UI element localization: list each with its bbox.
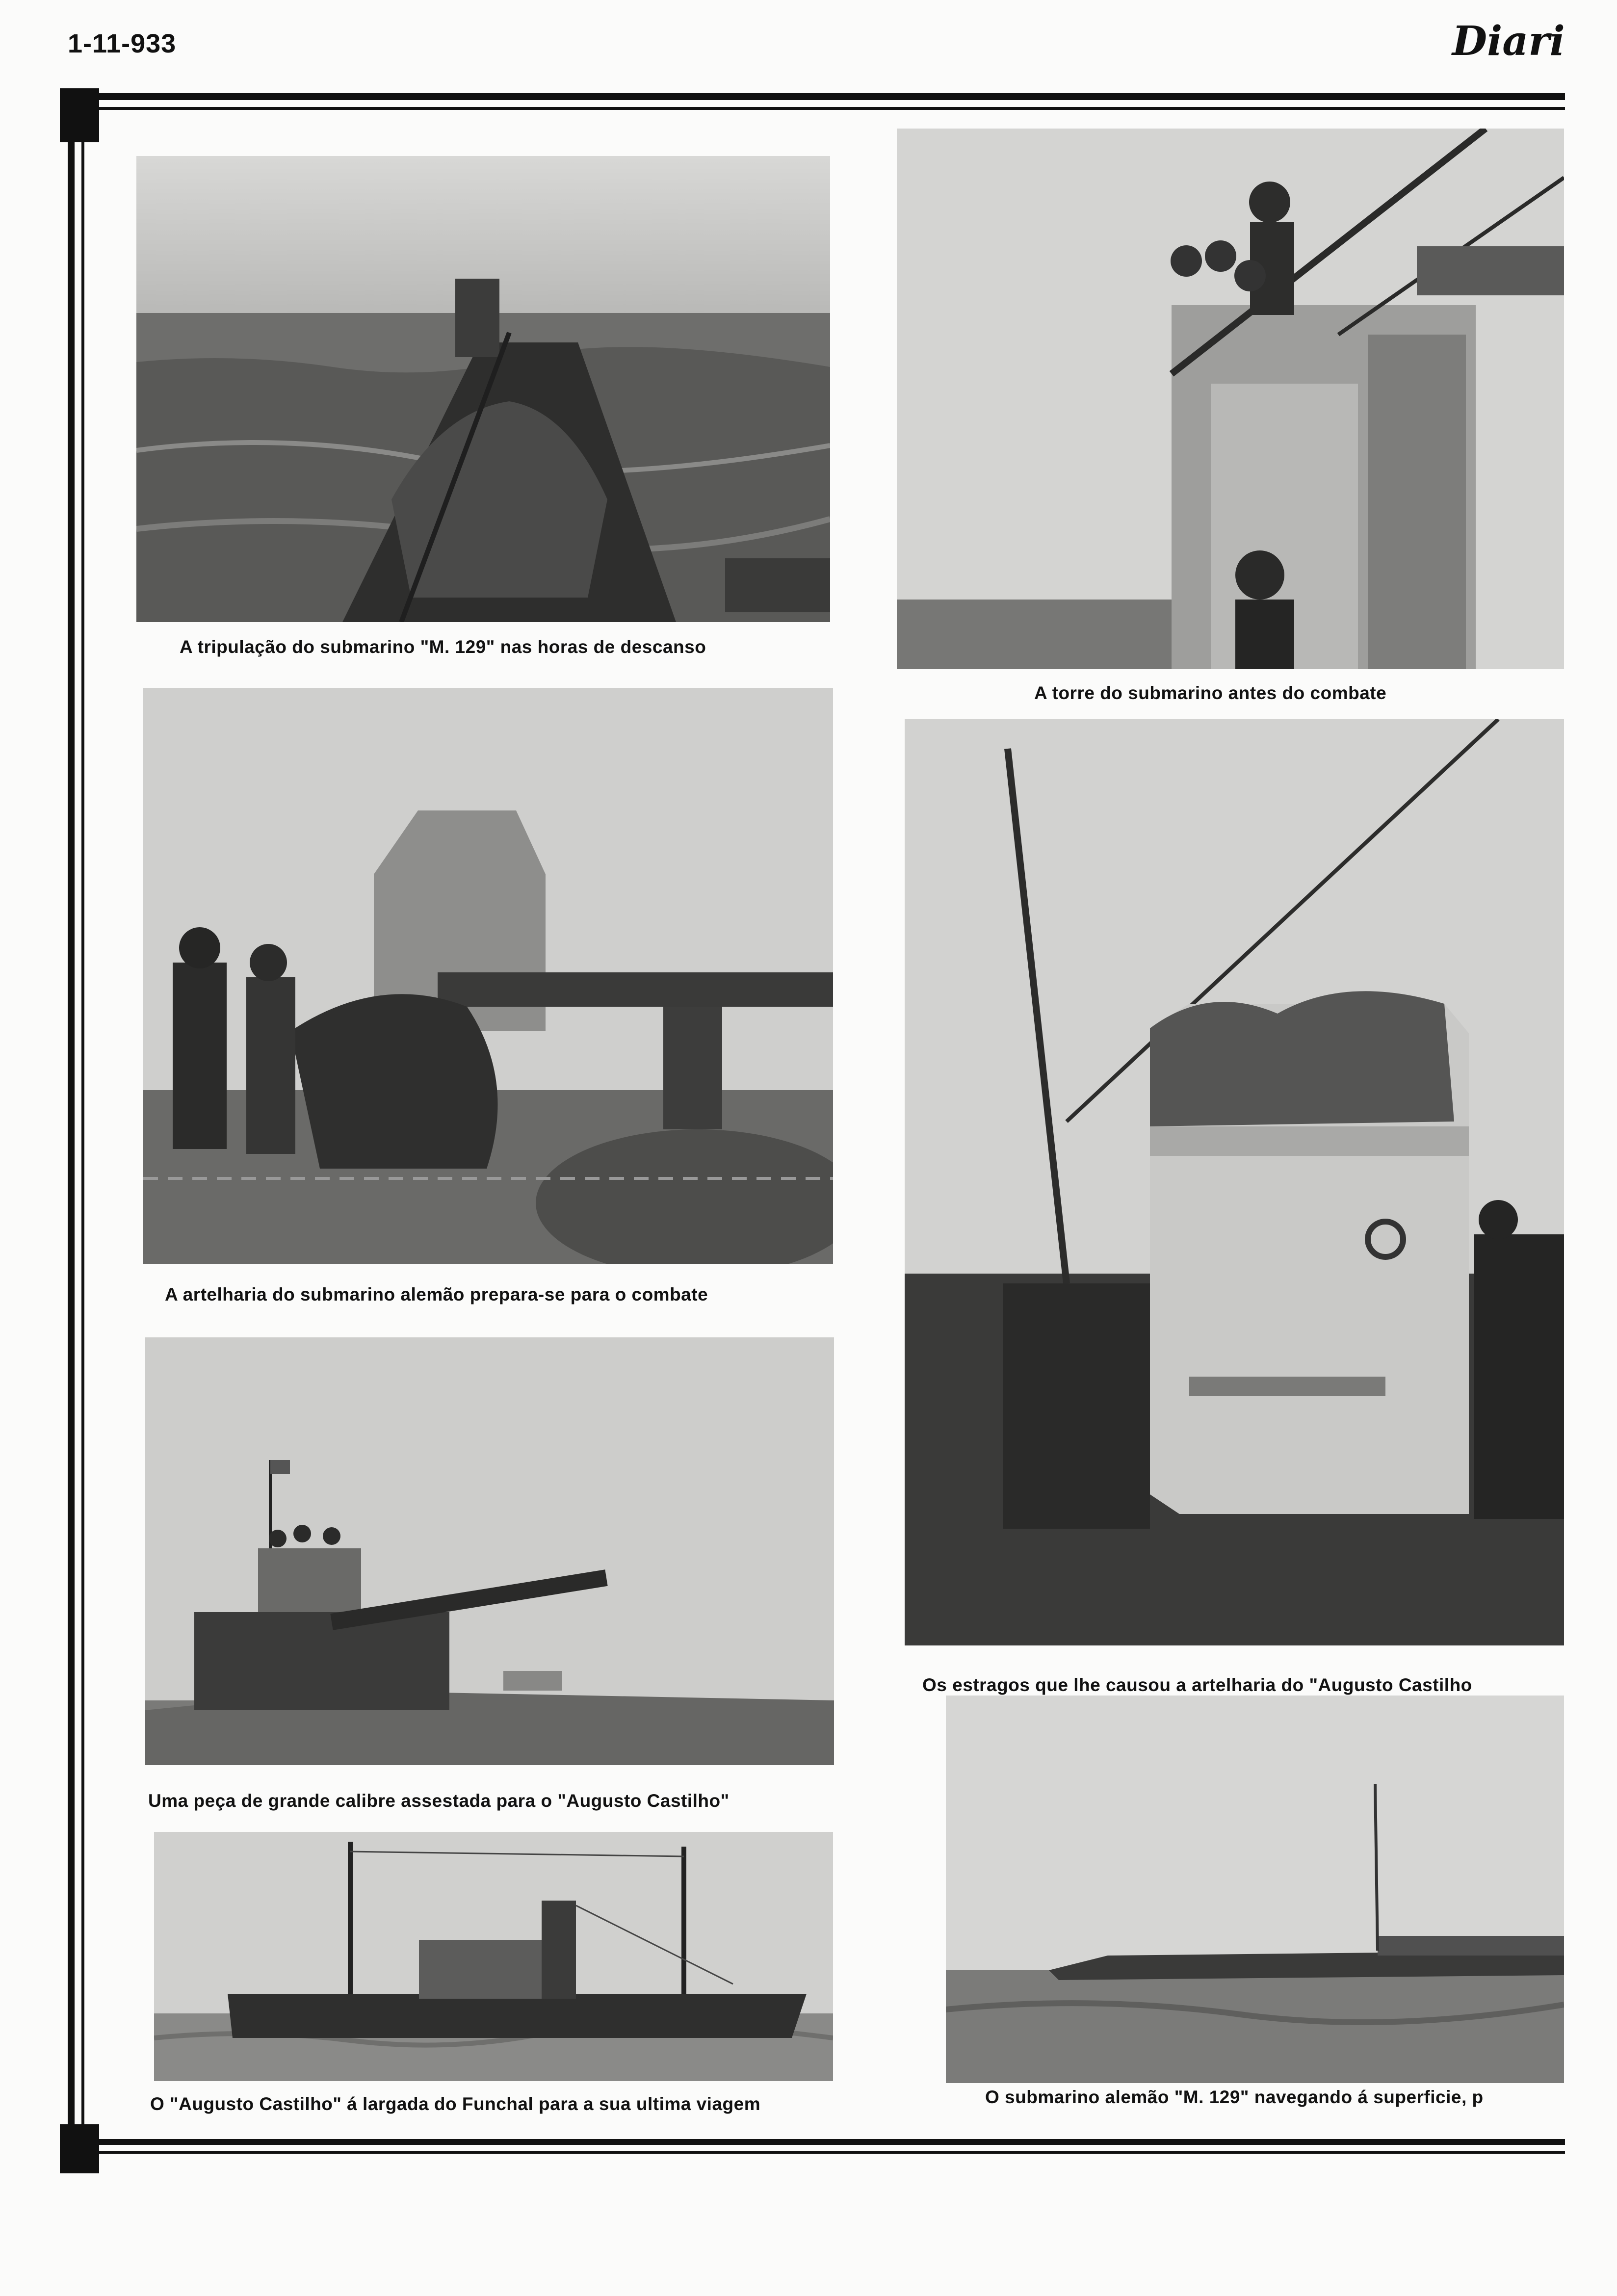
issue-date: 1-11-933 [68, 29, 177, 58]
photo-gun-crew [143, 688, 833, 1264]
top-rule [93, 93, 1565, 100]
caption-submarine-tower: A torre do submarino antes do combate [1034, 683, 1387, 703]
caption-crew-resting: A tripulação do submarino "M. 129" nas horas de descanso [180, 637, 706, 657]
photo-submarine-tower [897, 129, 1564, 669]
frame-corner-bottom [60, 2124, 99, 2173]
top-rule-thin [93, 107, 1565, 110]
photo-crew-resting [136, 156, 830, 622]
caption-steamship: O "Augusto Castilho" á largada do Funchal para a sua ultima viagem [150, 2094, 761, 2114]
bottom-rule [93, 2139, 1565, 2145]
caption-tower-damage: Os estragos que lhe causou a artelharia do "Augusto Castilho [922, 1675, 1472, 1695]
photo-large-gun [145, 1337, 834, 1765]
photo-submarine-surface [946, 1696, 1564, 2083]
newspaper-masthead: Diari [1452, 18, 1565, 65]
left-rule-thin [81, 137, 84, 2129]
left-rule [68, 137, 75, 2129]
caption-submarine-surface: O submarino alemão "M. 129" navegando á superficie, p [985, 2087, 1484, 2107]
caption-large-gun: Uma peça de grande calibre assestada para o "Augusto Castilho" [148, 1791, 730, 1811]
photo-steamship [154, 1832, 833, 2081]
photo-tower-damage [905, 719, 1564, 1645]
bottom-rule-thin [93, 2151, 1565, 2154]
caption-gun-crew: A artelharia do submarino alemão prepara-se para o combate [165, 1284, 708, 1305]
